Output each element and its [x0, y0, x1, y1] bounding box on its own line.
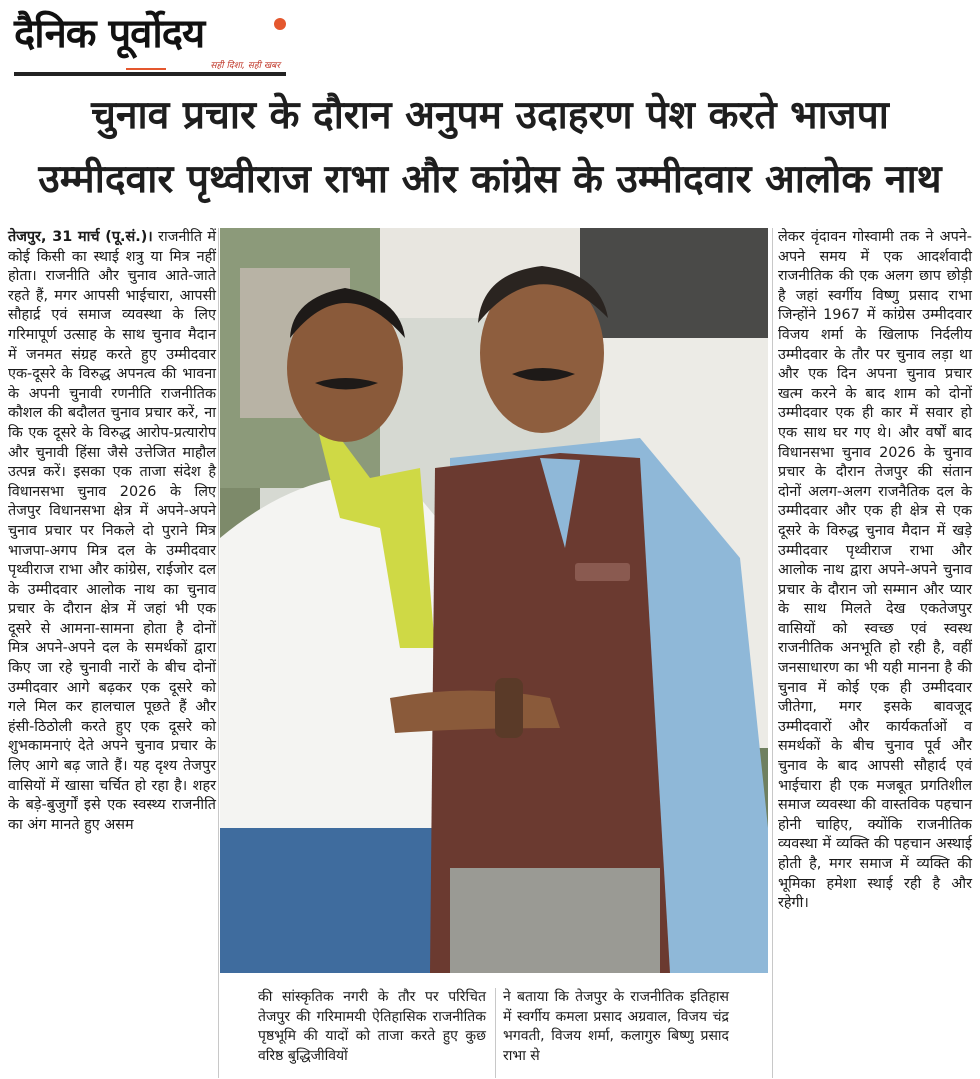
column-divider: [495, 988, 496, 1078]
photo-two-candidates-embracing: [220, 228, 768, 973]
article-column-right: लेकर वृंदावन गोस्वामी तक ने अपने-अपने समय में एक आदर्शवादी राजनीतिक की एक अलग छाप छोड़ी है जहां स्वर्गीय विष्णु प्रसाद राभा जिन्होंने 1967 में कांग्रेस उम्मीदवार विजय शर्मा के खिलाफ निर्दलीय उम्मीदवार के तौर पर चुनाव लड़ा था और एक दिन अपना चुनाव प्रचार खत्म करने के बाद शाम को दोनों उम्मीदवार एक ही कार में सवार हो एक साथ घर गए थे। और वर्षों बाद विधानसभा चुनाव 2026 के चुनाव प्रचार के दौरान तेजपुर की संतान दोनों अलग-अलग राजनैतिक दल के उम्मीदवार और एक ही क्षेत्र से एक दूसरे के विरुद्ध चुनाव मैदान में खड़े उम्मीदवार पृथ्वीराज राभा और आलोक नाथ द्वारा अपने-अपने चुनाव प्रचार के दौरान जो सम्मान और प्यार के साथ मिलते देख एकतेजपुर वासियों को स्वच्छ एवं स्वस्थ राजनीतिक अनभूति हो रही है, वहीं जनसाधारण का भी यही मानना है की चुनाव में कोई एक ही उम्मीदवार जीतेगा, मगर इसके बावजूद उम्मीदवारों और कार्यकर्ताओं व समर्थकों के बीच चुनाव पूर्व और चुनाव के बाद आपसी सौहार्द एवं भाईचारा ही एक मजबूत प्रगतिशील समाज व्यवस्था की वास्तविक पहचान होनी चाहिए, क्योंकि राजनीतिक व्यवस्था में व्यक्ति की पहचान अस्थाई होती है, मगर समाज में व्यक्ति की भूमिका हमेशा स्थाई रही है और रहेगी।: [778, 229, 972, 912]
column-divider: [218, 228, 219, 1078]
masthead: [14, 8, 286, 72]
newspaper-title: दैनिक पूर्वोदय: [14, 11, 205, 57]
article-photo: [220, 228, 768, 973]
headline-line-1: चुनाव प्रचार के दौरान अनुपम उदाहरण पेश करते भाजपा: [91, 93, 889, 138]
newspaper-tagline: सही दिशा, सही खबर: [210, 61, 280, 71]
masthead-accent-line: [126, 68, 166, 70]
logo-dot: [274, 18, 286, 30]
article-column-bottom-1: की सांस्कृतिक नगरी के तौर पर परिचित तेजपुर की गरिमामयी ऐतिहासिक राजनीतिक पृष्ठभूमि की यादों को ताजा करते हुए कुछ वरिष्ठ बुद्धिजीवियों: [258, 989, 486, 1064]
headline: [0, 84, 980, 212]
headline-line-2: उम्मीदवार पृथ्वीराज राभा और कांग्रेस के उम्मीदवार आलोक नाथ: [38, 157, 942, 202]
article-column-bottom-2: ने बताया कि तेजपुर के राजनीतिक इतिहास में स्वर्गीय कमला प्रसाद अग्रवाल, विजय चंद्र भगवती, विजय शर्मा, कलागुरु बिष्णु प्रसाद राभा से: [503, 989, 729, 1064]
article-body-left: राजनीति में कोई किसी का स्थाई शत्रु या मित्र नहीं होता। राजनीति और चुनाव आते-जाते रहते हैं, मगर आपसी भाईचारा, आपसी सौहार्द्र एवं समाज व्यवस्था के लिए गरिमापूर्ण उत्साह के साथ चुनाव मैदान में जनमत संग्रह करते हुए उम्मीदवार एक-दूसरे के विरुद्ध अपनत्व की भावना के अपनी चुनावी रणनीति राजनीतिक कौशल की बदौलत चुनाव प्रचार करें, ना कि एक दूसरे के विरुद्ध आरोप-प्रत्यारोप और चुनावी हिंसा जैसे उत्तेजित माहौल उत्पन्न करें। इसका एक ताजा संदेश है विधानसभा चुनाव 2026 के लिए तेजपुर विधानसभा क्षेत्र में अपने-अपने चुनाव प्रचार पर निकले दो पुराने मित्र भाजपा-अगप मित्र दल के उम्मीदवार पृथ्वीराज राभा और कांग्रेस, राईजोर दल के उम्मीदवार आलोक नाथ का चुनाव प्रचार के दौरान क्षेत्र में जहां भी एक दूसरे से आमना-सामना होता है दोनों मित्र अपने-अपने दल के समर्थकों द्वारा किए जा रहे चुनावी नारों के बीच दोनों उम्मीदवार आगे बढ़कर एक दूसरे को गले मिल कर हालचाल पूछते हैं और हंसी-ठिठोली करते हुए एक दूसरे को शुभकामनाएं देते अपने चुनाव प्रचार के लिए आगे बढ़ जाते हैं। यह दृश्य तेजपुर वासियों में खासा चर्चित हो रहा है। शहर के बड़े-बुजुर्गों इसे एक स्वस्थ्य राजनीति का अंग मानते हुए असम: [8, 229, 216, 833]
article-column-left: [8, 228, 216, 835]
column-divider: [772, 228, 773, 1078]
masthead-rule: [14, 72, 286, 76]
dateline: तेजपुर, 31 मार्च (पू.सं.)।: [8, 229, 153, 245]
